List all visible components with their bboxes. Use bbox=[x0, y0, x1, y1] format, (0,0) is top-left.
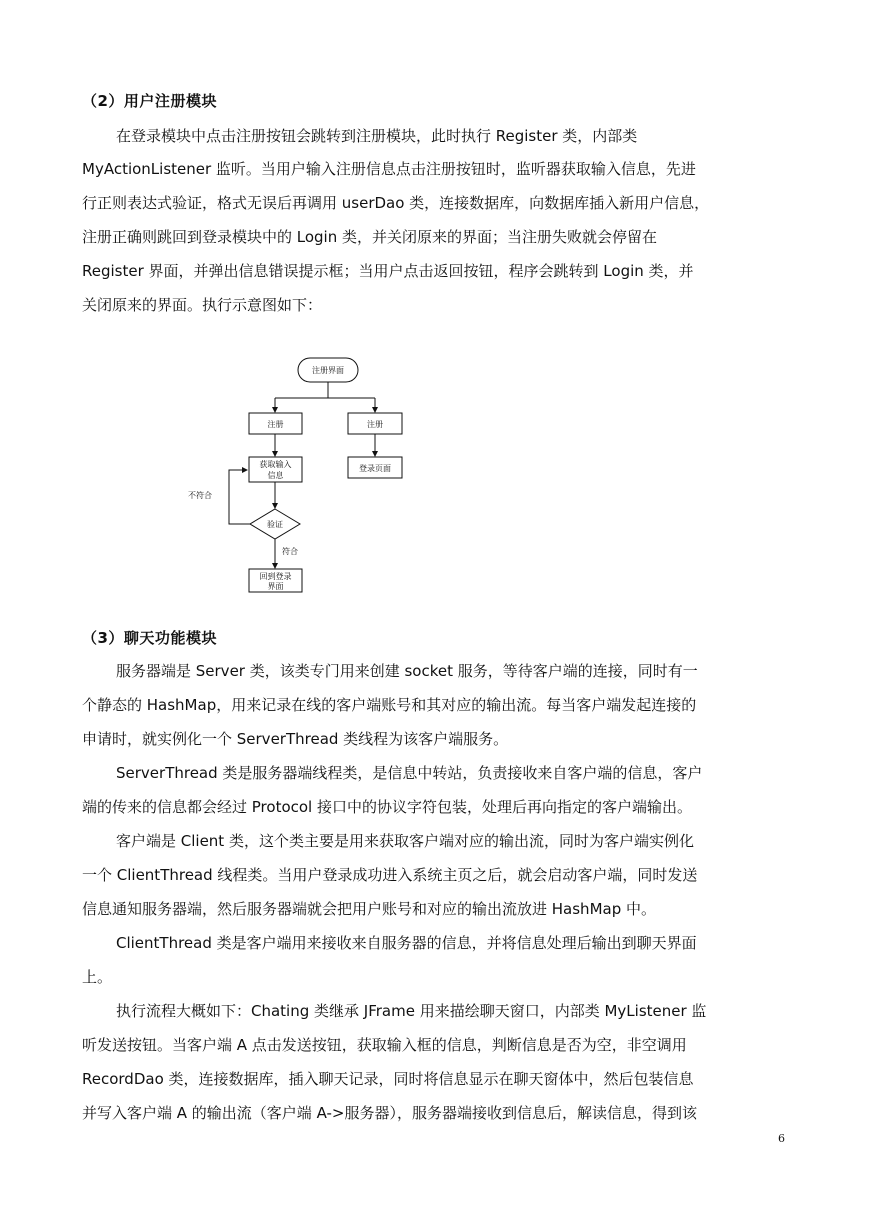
page-number: 6 bbox=[778, 1132, 785, 1145]
paragraph-line: 端的传来的信息都会经过 Protocol 接口中的协议字符包装，处理后再向指定的客户端输出。 bbox=[82, 798, 692, 816]
paragraph-line: 一个 ClientThread 线程类。当用户登录成功进入系统主页之后，就会启动客户端，同时发送 bbox=[82, 866, 698, 884]
paragraph-line: 执行流程大概如下：Chating 类继承 JFrame 用来描绘聊天窗口，内部类 MyListener 监 bbox=[116, 1002, 707, 1020]
paragraph-line: 并写入客户端 A 的输出流（客户端 A->服务器），服务器端接收到信息后，解读信息，得到该 bbox=[82, 1104, 697, 1122]
section-heading-chat: （3）聊天功能模块 bbox=[82, 629, 217, 647]
paragraph-line: 行正则表达式验证，格式无误后再调用 userDao 类，连接数据库，向数据库插入新用户信息， bbox=[82, 194, 710, 212]
pass-label: 符合 bbox=[282, 547, 298, 556]
paragraph-line: 服务器端是 Server 类，该类专门用来创建 socket 服务，等待客户端的连接，同时有一 bbox=[116, 662, 698, 680]
paragraph-line: 个静态的 HashMap，用来记录在线的客户端账号和其对应的输出流。每当客户端发起连接的 bbox=[82, 696, 697, 714]
start-label: 注册界面 bbox=[312, 366, 344, 375]
register-right-label: 注册 bbox=[367, 420, 383, 429]
paragraph-line: 听发送按钮。当客户端 A 点击发送按钮，获取输入框的信息，判断信息是否为空，非空调用 bbox=[82, 1036, 687, 1054]
paragraph-line: 客户端是 Client 类，这个类主要是用来获取客户端对应的输出流，同时为客户端实例化 bbox=[116, 832, 694, 850]
paragraph-line: 信息通知服务器端，然后服务器端就会把用户账号和对应的输出流放进 HashMap 中。 bbox=[82, 900, 656, 918]
return-login-label-2: 界面 bbox=[267, 582, 284, 591]
paragraph-line: 上。 bbox=[82, 968, 113, 986]
paragraph-line: ClientThread 类是客户端用来接收来自服务器的信息，并将信息处理后输出到聊天界面 bbox=[116, 934, 697, 952]
paragraph-line: MyActionListener 监听。当用户输入注册信息点击注册按钮时，监听器获取输入信息，先进 bbox=[82, 160, 696, 178]
paragraph-line: 在登录模块中点击注册按钮会跳转到注册模块，此时执行 Register 类，内部类 bbox=[116, 127, 638, 145]
return-login-label-1: 回到登录 bbox=[259, 572, 292, 581]
login-page-label: 登录页面 bbox=[359, 464, 391, 473]
fail-label: 不符合 bbox=[188, 491, 212, 500]
paragraph-line: Register 界面，并弹出信息错误提示框；当用户点击返回按钮，程序会跳转到 Login 类，并 bbox=[82, 262, 694, 280]
paragraph-line: 申请时，就实例化一个 ServerThread 类线程为该客户端服务。 bbox=[82, 730, 509, 748]
paragraph-line: ServerThread 类是服务器端线程类，是信息中转站，负责接收来自客户端的信息，客户 bbox=[116, 764, 703, 782]
validate-label: 验证 bbox=[267, 520, 283, 529]
paragraph-line: 注册正确则跳回到登录模块中的 Login 类，并关闭原来的界面；当注册失败就会停留在 bbox=[82, 228, 658, 246]
get-input-label-2: 信息 bbox=[267, 471, 284, 480]
get-input-label-1: 获取输入 bbox=[259, 460, 292, 469]
section-heading-registration: （2）用户注册模块 bbox=[82, 92, 217, 110]
paragraph-line: RecordDao 类，连接数据库，插入聊天记录，同时将信息显示在聊天窗体中，然后包装信息 bbox=[82, 1070, 694, 1088]
register-left-label: 注册 bbox=[267, 420, 284, 429]
paragraph-line: 关闭原来的界面。执行示意图如下： bbox=[82, 296, 323, 314]
